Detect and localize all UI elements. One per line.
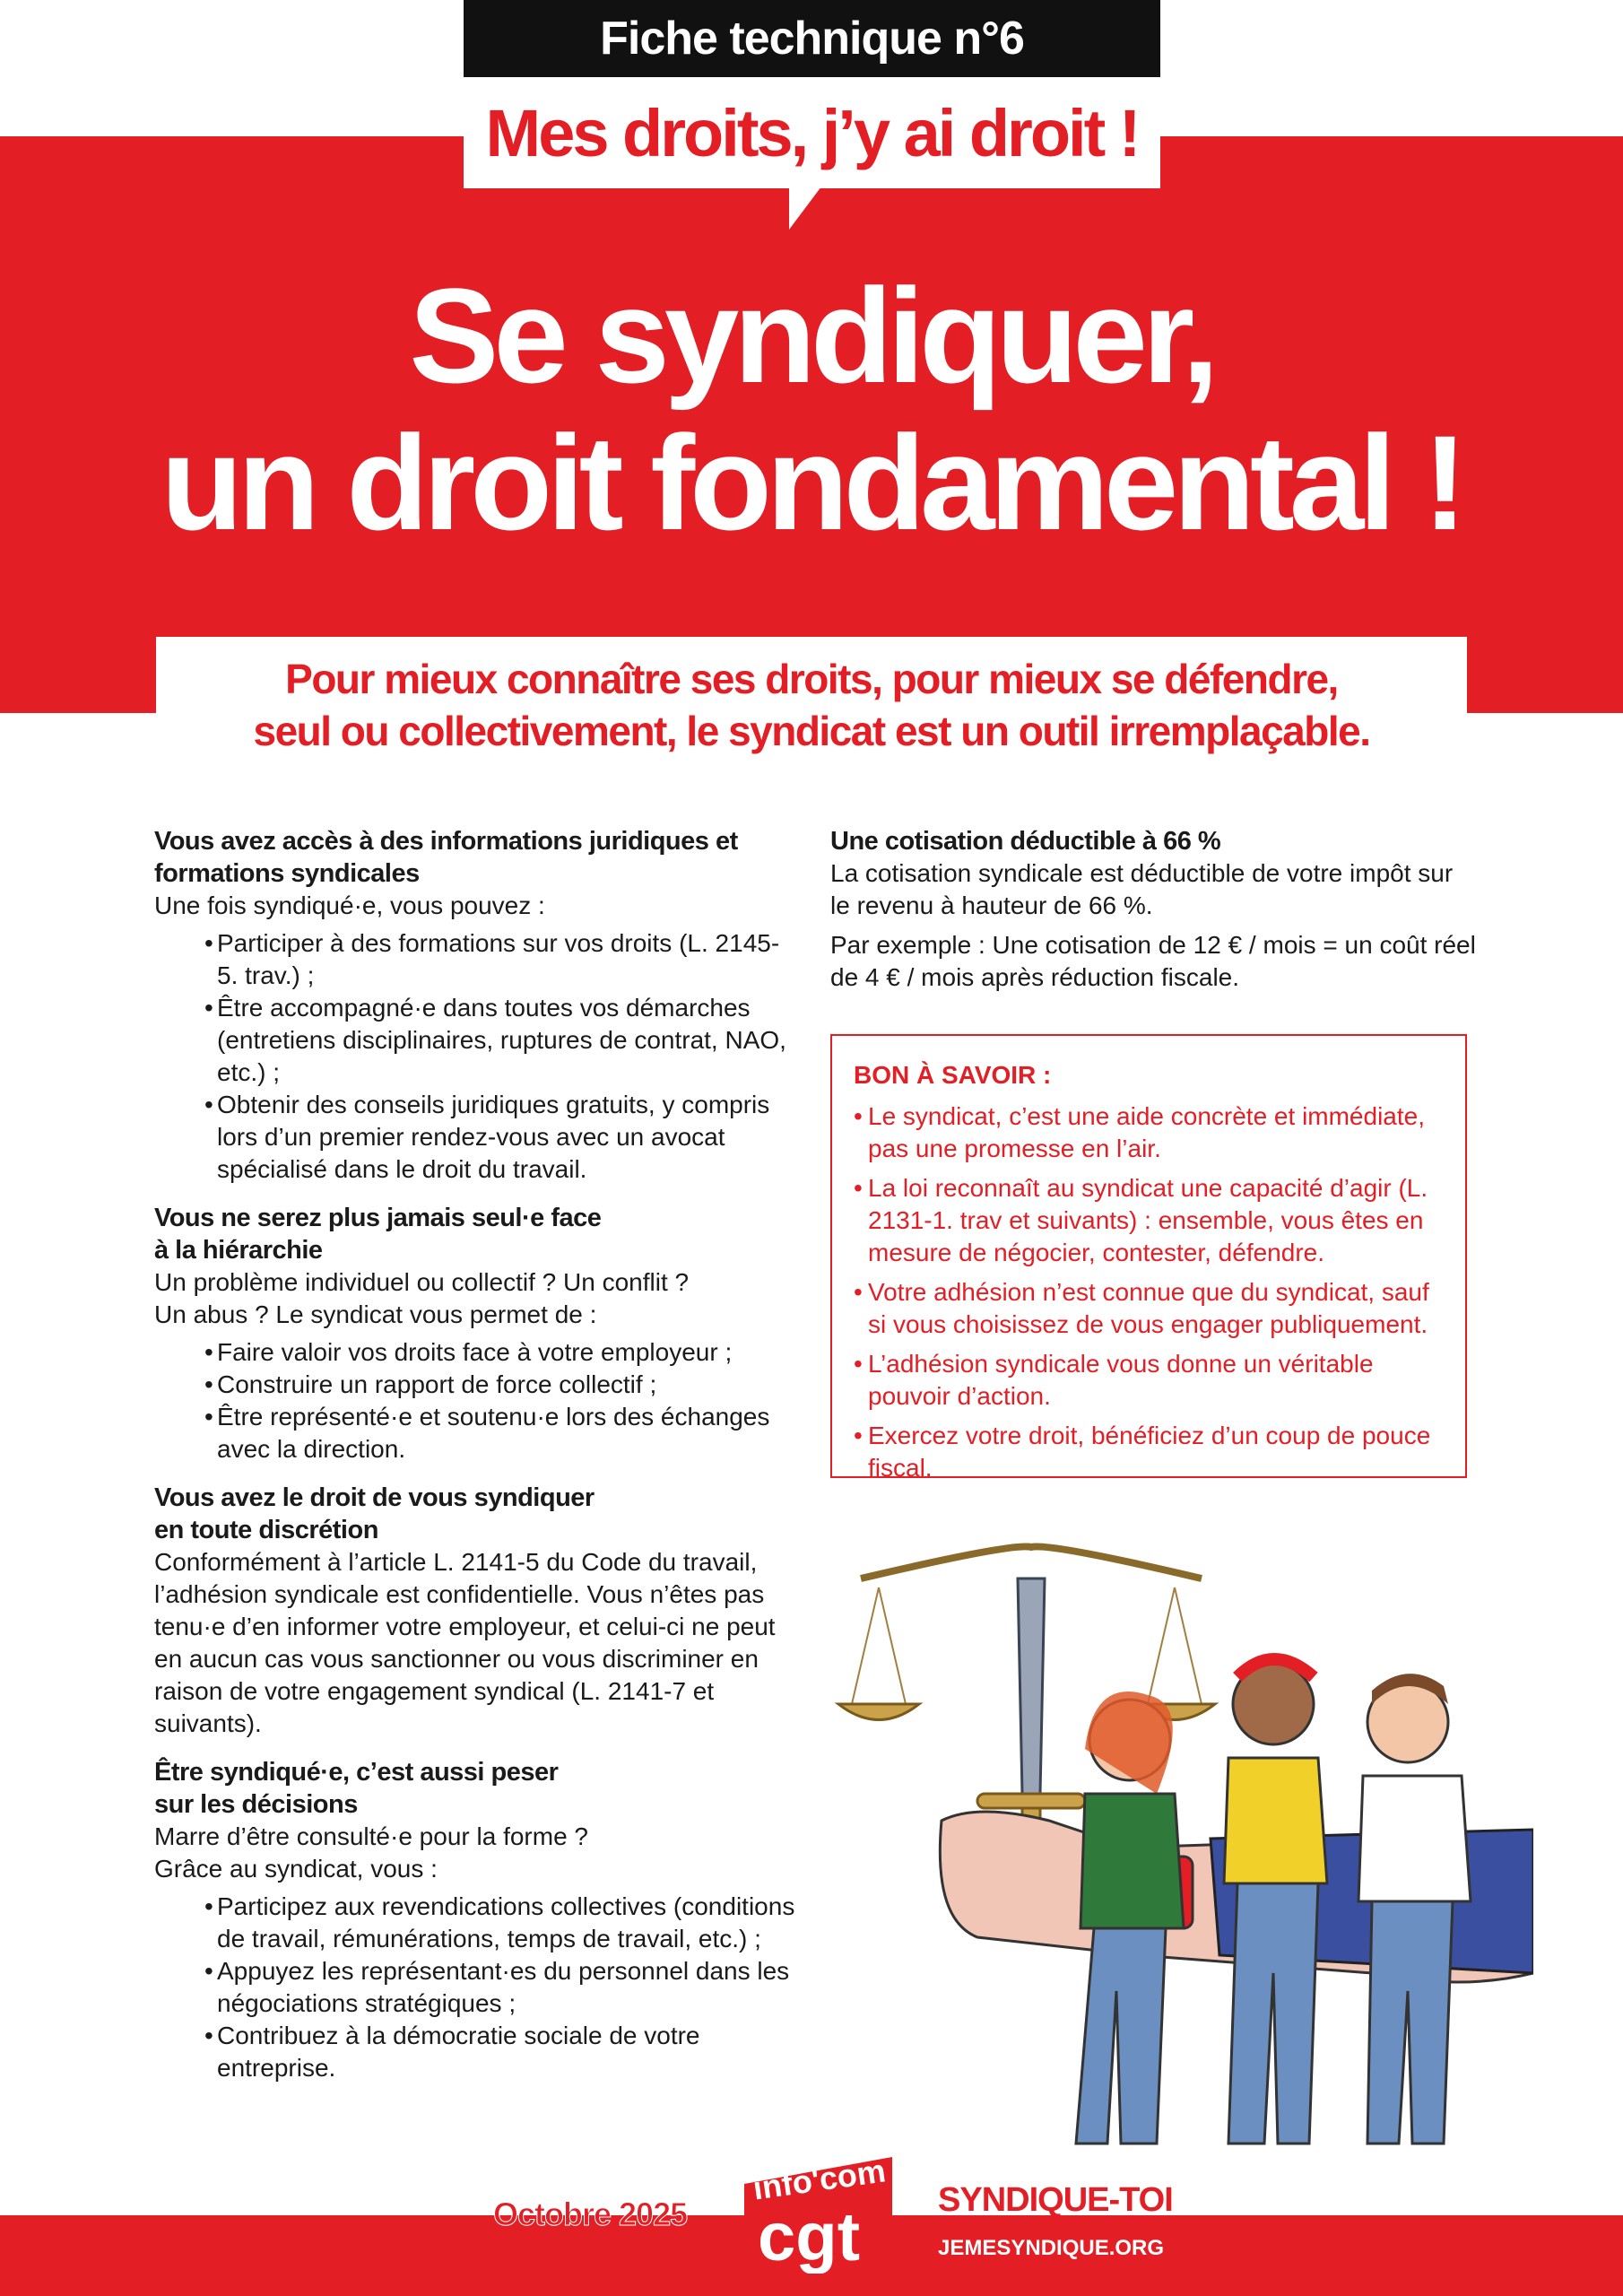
fiche-label: Fiche technique n°6 <box>464 0 1160 77</box>
logo-cgt: cgt <box>758 2199 860 2274</box>
bon-a-savoir-box <box>830 1034 1467 1482</box>
list-item: • Participer à des formations sur vos droits (L. 2145-5. trav.) ; <box>204 927 800 992</box>
list-item: • Appuyez les représentant·es du personnel dans les négociations stratégiques ; <box>204 1955 800 2020</box>
section-heading: Vous avez le droit de vous syndiquer en toute discrétion <box>154 1483 595 1544</box>
list-item: • Exercez votre droit, bénéficiez d’un coup de pouce fiscal. <box>854 1420 1442 1484</box>
section-discretion <box>154 1482 800 1740</box>
subtitle: Pour mieux connaître ses droits, pour mieux se défendre, seul ou collectivement, le syndicat est un outil irremplaçable. <box>253 656 1370 754</box>
website-link[interactable]: JEMESYNDIQUE.ORG <box>938 2236 1165 2260</box>
section-intro: Une fois syndiqué·e, vous pouvez : <box>154 891 545 919</box>
cgt-logo <box>735 2148 901 2274</box>
right-column <box>830 825 1476 994</box>
list-item: • La loi reconnaît au syndicat une capacité d’agir (L. 2131-1. trav et suivants) : ensemble, vous êtes en mesure de négocier, contester, défendre. <box>854 1172 1442 1269</box>
list-item: • L’adhésion syndicale vous donne un véritable pouvoir d’action. <box>854 1348 1442 1413</box>
list-item: • Participez aux revendications collectives (conditions de travail, rémunérations, temps de travail, etc.) ; <box>204 1891 800 1955</box>
slogan: Mes droits, j’y ai droit ! <box>464 77 1160 188</box>
cotisation-text: La cotisation syndicale est déductible de votre impôt sur le revenu à hauteur de 66 %. <box>830 859 1454 919</box>
footer-cta <box>938 2181 1173 2261</box>
section-decisions <box>154 1756 800 2084</box>
list-item: • Le syndicat, c’est une aide concrète et immédiate, pas une promesse en l’air. <box>854 1100 1442 1165</box>
section-body: Conformément à l’article L. 2141-5 du Code du travail, l’adhésion syndicale est confidentielle. Vous n’êtes pas tenu·e d’en informer votre employeur, et celui-ci ne peut en aucun cas vous sanctionner ou vous discriminer en raison de votre engagement syndical (L. 2141-7 et suivants). <box>154 1548 776 1737</box>
footer-date: Octobre 2025 <box>493 2196 688 2232</box>
syndique-toi-label: SYNDIQUE-TOI <box>938 2181 1173 2219</box>
list-item: • Obtenir des conseils juridiques gratuits, y compris lors d’un premier rendez-vous avec un avocat spécialisé dans le droit du travail. <box>204 1089 800 1186</box>
people-illustration <box>1076 1659 1471 2144</box>
list-item: • Contribuez à la démocratie sociale de votre entreprise. <box>204 2020 800 2084</box>
speech-tail <box>789 187 821 230</box>
list-item: • Votre adhésion n’est connue que du syndicat, sauf si vous choisissez de vous engager publiquement. <box>854 1276 1442 1341</box>
section-hierarchie <box>154 1202 800 1465</box>
list-item: • Être accompagné·e dans toutes vos démarches (entretiens disciplinaires, ruptures de contrat, NAO, etc.) ; <box>204 992 800 1089</box>
list-item: • Faire valoir vos droits face à votre employeur ; <box>204 1336 800 1369</box>
section-heading: Vous avez accès à des informations juridiques et formations syndicales <box>154 827 738 888</box>
list-item: • Construire un rapport de force collectif ; <box>204 1369 800 1401</box>
section-juridique <box>154 825 800 1186</box>
section-intro: Marre d’être consulté·e pour la forme ? Grâce au syndicat, vous : <box>154 1822 588 1883</box>
cotisation-example: Par exemple : Une cotisation de 12 € / mois = un coût réel de 4 € / mois après réduction fiscale. <box>830 931 1476 991</box>
left-column <box>154 825 800 2100</box>
list-item: • Être représenté·e et soutenu·e lors des échanges avec la direction. <box>204 1401 800 1465</box>
justice-illustration <box>834 1525 1533 2170</box>
section-intro: Un problème individuel ou collectif ? Un conflit ? Un abus ? Le syndicat vous permet de : <box>154 1268 690 1328</box>
section-heading: Vous ne serez plus jamais seul·e face à la hiérarchie <box>154 1204 602 1265</box>
page-title: Se syndiquer, un droit fondamental ! <box>161 260 1462 558</box>
bon-a-savoir-title: BON À SAVOIR : <box>854 1061 1052 1089</box>
logo-infocom: info'com <box>751 2152 889 2207</box>
cotisation-heading: Une cotisation déductible à 66 % <box>830 827 1221 856</box>
section-heading: Être syndiqué·e, c’est aussi peser sur les décisions <box>154 1758 559 1819</box>
